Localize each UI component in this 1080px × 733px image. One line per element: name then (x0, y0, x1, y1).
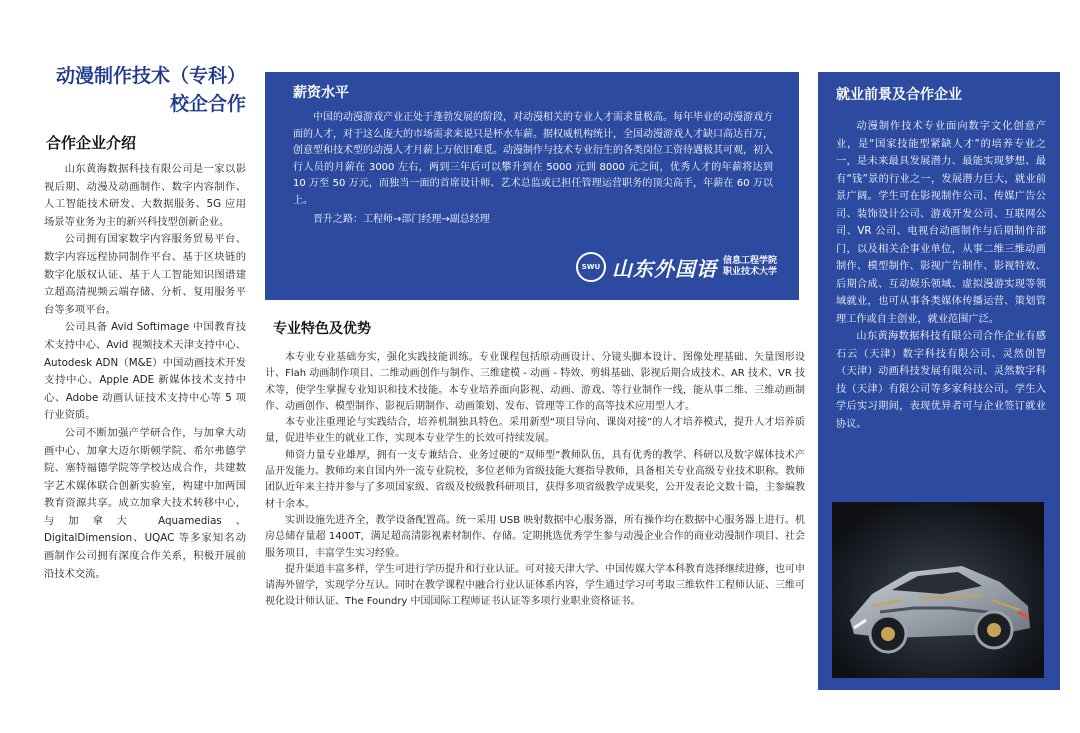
feature-paragraph-2: 本专业注重理论与实践结合，培养机制独具特色。采用新型“项目导向、课岗对接”的人才培养模式，提升人才培养质量，促进毕业生的就业工作，实现本专业学生的长效可持续发展。 (265, 417, 805, 445)
main-title (28, 62, 246, 118)
school-logo (576, 252, 777, 282)
career-path: 晋升之路：工程师→部门经理→副总经理 (313, 214, 490, 225)
partner-paragraph-4: 公司不断加强产学研合作，与加拿大动画中心、加拿大迈尔斯顿学院、希尔弗德学院、塞特福德学院等学校达成合作，共建数字艺术媒体联合创新实验室，构建中加两国教育资源共享。成立加拿大技术转移中心，与加拿大 Aquamedias、DigitalDimension、UQAC 等多家知名动画制作公司拥有深度合作关系，积极开展前沿技术交流。 (44, 426, 246, 580)
partner-paragraph-1: 山东黄海数据科技有限公司是一家以影视后期、动漫及动画制作、数字内容制作、人工智能技术研发、大数据服务、5G 应用场景等业务为主的新兴科技型创新企业。 (44, 163, 246, 228)
main-title-line2: 校企合作 (169, 93, 246, 115)
salary-title: 薪资水平 (293, 85, 349, 101)
school-subtitle (723, 256, 777, 278)
feature-paragraph-4: 实训设施先进齐全，教学设备配置高。统一采用 USB 映射数据中心服务器，所有操作均在数据中心服务器上进行。机房总储存量超 1400T，满足超高清影视素材制作、存储。定期挑选优秀学生参与动漫企业合作的商业动漫制作项目、社会服务项目，丰富学生实习经验。 (265, 514, 805, 559)
partner-paragraph-2: 公司拥有国家数字内容服务贸易平台、数字内容远程协同制作平台、基于区块链的数字化版权认证、基于人工智能知识图谱建立超高清视频云端存储、分析、复用服务平台等多项平台。 (44, 233, 246, 316)
car-image (832, 502, 1044, 678)
career-title: 就业前景及合作企业 (836, 87, 962, 103)
salary-panel (265, 72, 799, 300)
partner-paragraph-3: 公司具备 Avid Softimage 中国教育技术支持中心、Avid 视频技术天津支持中心、Autodesk ADN（M&E）中国动画技术开发支持中心、Apple ADE 新媒体技术支持中心、Adobe 动画认证技术支持中心等 5 项行业资质。 (44, 321, 246, 422)
salary-paragraph: 中国的动漫游戏产业正处于蓬勃发展的阶段，对动漫相关的专业人才需求量极高。每年毕业的动漫游戏方面的人才，对于这么庞大的市场需求来说只是杯水车薪。据权威机构统计，全国动漫游戏人才缺口高达百万，创意型和技术型的动漫人才月薪上万依旧难觅。动漫制作与技术专业衍生的各类岗位工资待遇极其可观，初入行人员的月薪在 3000 左右，两到三年后可以攀升到在 5000 元到 8000 元之间，优秀人才的年薪将达到 10 万至 50 万元，而独当一面的首席设计师、艺术总监或已担任管理运营职务的顶尖高手，年薪在 60 万以上。 (293, 112, 773, 206)
career-paragraph-2: 山东黄海数据科技有限公司合作企业有感石云（天津）数字科技有限公司、灵然创智（天津）动画科技发展有限公司、灵然数字科技（天津）有限公司等多家科技公司。学生入学后实习期间，表现优异者可与企业签订就业协议。 (836, 331, 1046, 430)
school-subtitle-line1: 信息工程学院 (722, 256, 777, 266)
career-paragraph-1: 动漫制作技术专业面向数字文化创意产业，是“国家技能型紧缺人才”的培养专业之一，是未来最具发展潜力、最能实现梦想、最有“钱”景的行业之一，发展潜力巨大，就业前景广阔。学生可在影视制作公司、传媒广告公司、装饰设计公司、游戏开发公司、互联网公司、VR 公司、电视台动画制作与后期制作部门，以及相关企事业单位，从事二维三维动画制作、模型制作、影视广告制作、影视特效、后期合成、互动娱乐领域、虚拟漫游实现等领域就业，也可从事各类媒体传播运营、策划管理工作或自主创业，就业范围广泛。 (836, 121, 1046, 325)
feature-paragraph-3: 师资力量专业雄厚，拥有一支专兼结合、业务过硬的“双师型”教师队伍，具有优秀的教学、科研以及数字媒体技术产品开发能力。教师均来自国内外一流专业院校，多位老师为省级技能大赛指导教师，具备相关专业高级专业技术职称。教师团队近年来主持并参与了多项国家级、省级及校级教科研项目，获得多项省级教学成果奖，公开发表论文数十篇，主参编教材十余本。 (265, 449, 805, 510)
school-seal-icon: SWU (576, 252, 606, 282)
feature-paragraph-1: 本专业专业基础夯实，强化实践技能训练。专业课程包括原动画设计、分镜头脚本设计、图像处理基础、矢量图形设计、Flah 动画制作项目、二维动画创作与制作、三维建模 - 动画 - 特效、剪辑基础、影视后期合成技术、AR 技术、VR 技术等，使学生掌握专业知识和技术技能。本专业培养面向影视、动画、游戏、等行业制作一线，能从事二维、三维动画制作、动画创作、模型制作、影视后期制作、动画策划、发布、管理等工作的高等技术应用型人才。 (265, 352, 805, 412)
features-section (265, 318, 805, 611)
features-title: 专业特色及优势 (273, 321, 371, 337)
partner-intro-body (28, 161, 246, 583)
main-title-line1: 动漫制作技术（专科） (55, 65, 246, 87)
partner-intro-title: 合作企业介绍 (46, 134, 137, 152)
left-column (28, 62, 246, 583)
feature-paragraph-5: 提升渠道丰富多样，学生可进行学历提升和行业认证。可对接天津大学、中国传媒大学本科教育选择继续进修，也可申请海外留学，实现学分互认。同时在教学课程中融合行业认证体系内容，学生通过学习可考取三维软件工程师认证、三维可视化设计师认证、The Foundry 中国国际工程师证书认证等多项行业职业资格证书。 (265, 563, 805, 608)
school-name: 山东外国语 (611, 256, 717, 281)
career-panel (818, 72, 1060, 690)
car-illustration-icon (832, 502, 1044, 678)
school-subtitle-line2: 职业技术大学 (722, 267, 777, 277)
